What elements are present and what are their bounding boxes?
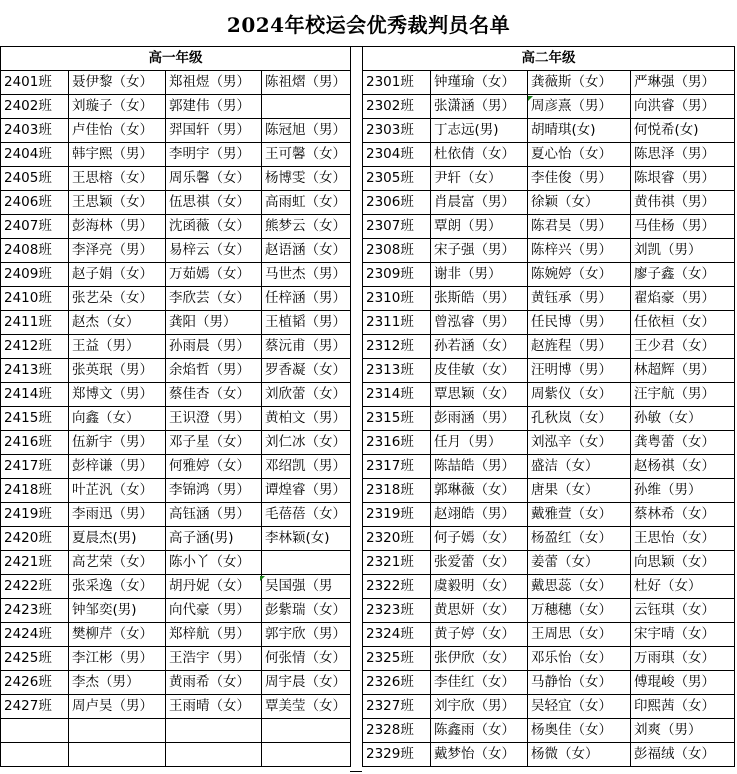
referee-cell: 伍新宇（男） <box>69 431 166 455</box>
table-row <box>1 671 351 695</box>
table-row <box>1 431 351 455</box>
referee-cell: 孙若涵（女） <box>431 335 528 359</box>
referee-cell: 邓子星（女） <box>166 431 262 455</box>
class-cell: 2302班 <box>363 95 431 119</box>
table-row <box>363 383 735 407</box>
referee-cell: 余焰哲（男） <box>166 359 262 383</box>
referee-cell: 孙敏（女） <box>631 407 735 431</box>
referee-cell: 赵杨祺（女） <box>631 455 735 479</box>
table-row <box>363 503 735 527</box>
class-cell: 2316班 <box>363 431 431 455</box>
referee-cell: 虞毅明（女） <box>431 575 528 599</box>
referee-cell: 郭建伟（男） <box>166 95 262 119</box>
table-row <box>1 239 351 263</box>
table-row <box>1 287 351 311</box>
referee-cell: 夏心怡（女） <box>528 143 631 167</box>
table-row <box>1 719 351 743</box>
referee-cell: 何悦希(女) <box>631 119 735 143</box>
referee-cell <box>69 719 166 743</box>
referee-cell: 周彦熹（男） <box>528 95 631 119</box>
class-cell: 2329班 <box>363 743 431 767</box>
referee-cell: 王浩宇（男） <box>166 647 262 671</box>
table-row <box>1 191 351 215</box>
referee-cell: 万穗穗（女） <box>528 599 631 623</box>
table-row <box>1 215 351 239</box>
referee-cell <box>69 743 166 767</box>
table-row <box>363 167 735 191</box>
class-cell: 2320班 <box>363 527 431 551</box>
referee-cell: 谭煌睿（男） <box>262 479 351 503</box>
class-cell: 2406班 <box>1 191 69 215</box>
referee-cell <box>262 743 351 767</box>
table-row <box>1 263 351 287</box>
referee-cell: 李杰（男） <box>69 671 166 695</box>
table-row <box>363 263 735 287</box>
referee-cell: 陈祖熠（男） <box>262 71 351 95</box>
referee-cell: 陈鑫雨（女） <box>431 719 528 743</box>
referee-cell: 王植韬（男） <box>262 311 351 335</box>
class-cell: 2318班 <box>363 479 431 503</box>
referee-cell: 任月（男） <box>431 431 528 455</box>
referee-cell: 覃朗（男） <box>431 215 528 239</box>
referee-cell: 王雨晴（女） <box>166 695 262 719</box>
referee-cell: 任梓涵（男） <box>262 287 351 311</box>
referee-cell: 徐颖（女） <box>528 191 631 215</box>
class-cell: 2309班 <box>363 263 431 287</box>
grade-one-header: 高一年级 <box>1 47 351 71</box>
referee-cell: 蔡佳杏（女） <box>166 383 262 407</box>
referee-cell: 钟瑾瑜（女） <box>431 71 528 95</box>
referee-cell: 何雅婷（女） <box>166 455 262 479</box>
table-row <box>363 71 735 95</box>
referee-cell: 彭海林（男） <box>69 215 166 239</box>
table-row <box>1 503 351 527</box>
referee-cell: 曾泓睿（男） <box>431 311 528 335</box>
referee-cell: 王思颖（女） <box>69 191 166 215</box>
referee-cell: 刘凯（男） <box>631 239 735 263</box>
referee-cell: 蔡林希（女） <box>631 503 735 527</box>
referee-cell: 高雨虹（女） <box>262 191 351 215</box>
referee-cell: 蔡沅甫（男） <box>262 335 351 359</box>
class-cell: 2325班 <box>363 647 431 671</box>
referee-cell: 王周思（女） <box>528 623 631 647</box>
referee-cell: 李佳红（女） <box>431 671 528 695</box>
class-cell: 2327班 <box>363 695 431 719</box>
referee-cell: 吴轻宜（女） <box>528 695 631 719</box>
referee-cell: 皮佳敏（女） <box>431 359 528 383</box>
referee-cell: 黄雨希（女） <box>166 671 262 695</box>
referee-cell: 李雨迅（男） <box>69 503 166 527</box>
class-cell <box>1 743 69 767</box>
referee-cell: 李江彬（男） <box>69 647 166 671</box>
class-cell: 2415班 <box>1 407 69 431</box>
referee-cell: 姜蕾（女） <box>528 551 631 575</box>
referee-cell: 黄柏文（男） <box>262 407 351 431</box>
referee-cell: 张英珉（男） <box>69 359 166 383</box>
table-row <box>1 71 351 95</box>
table-row <box>363 143 735 167</box>
class-cell: 2312班 <box>363 335 431 359</box>
referee-cell: 伍思祺（女） <box>166 191 262 215</box>
table-row <box>1 167 351 191</box>
referee-cell: 云钰琪（女） <box>631 599 735 623</box>
referee-cell: 陈喆皓（男） <box>431 455 528 479</box>
class-cell: 2412班 <box>1 335 69 359</box>
referee-cell: 张斯皓（男） <box>431 287 528 311</box>
referee-cell: 宋宇晴（女） <box>631 623 735 647</box>
class-cell: 2307班 <box>363 215 431 239</box>
referee-cell: 李林颖(女) <box>262 527 351 551</box>
class-cell: 2409班 <box>1 263 69 287</box>
table-row <box>1 311 351 335</box>
class-cell: 2313班 <box>363 359 431 383</box>
referee-cell: 毛蓓蓓（女） <box>262 503 351 527</box>
table-row <box>1 551 351 575</box>
referee-cell: 刘爽（男） <box>631 719 735 743</box>
referee-cell: 向洪睿（男） <box>631 95 735 119</box>
class-cell: 2410班 <box>1 287 69 311</box>
class-cell: 2402班 <box>1 95 69 119</box>
referee-cell: 马静怡（女） <box>528 671 631 695</box>
table-row <box>363 215 735 239</box>
referee-cell: 邓乐怡（女） <box>528 647 631 671</box>
referee-cell: 盛洁（女） <box>528 455 631 479</box>
referee-cell: 严琳强（男） <box>631 71 735 95</box>
class-cell: 2321班 <box>363 551 431 575</box>
referee-cell: 刘璇子（女） <box>69 95 166 119</box>
table-row <box>363 647 735 671</box>
table-row <box>1 119 351 143</box>
referee-cell: 卢佳怡（女） <box>69 119 166 143</box>
table-row <box>1 407 351 431</box>
table-row <box>363 191 735 215</box>
referee-cell: 马世杰（男） <box>262 263 351 287</box>
referee-cell: 刘仁冰（女） <box>262 431 351 455</box>
referee-cell: 聂伊黎（女） <box>69 71 166 95</box>
class-cell: 2416班 <box>1 431 69 455</box>
table-row <box>1 623 351 647</box>
referee-cell: 韩宇熙（男） <box>69 143 166 167</box>
table-row <box>1 647 351 671</box>
referee-cell: 林超辉（男） <box>631 359 735 383</box>
referee-cell: 赵子娟（女） <box>69 263 166 287</box>
class-cell: 2413班 <box>1 359 69 383</box>
referee-cell: 王少君（女） <box>631 335 735 359</box>
referee-cell: 汪宇航（男） <box>631 383 735 407</box>
referee-cell <box>166 719 262 743</box>
table-row <box>1 527 351 551</box>
referee-cell <box>166 743 262 767</box>
referee-cell: 高钰涵（男） <box>166 503 262 527</box>
table-row <box>1 335 351 359</box>
class-cell: 2407班 <box>1 215 69 239</box>
class-cell: 2417班 <box>1 455 69 479</box>
table-row <box>363 527 735 551</box>
class-cell: 2405班 <box>1 167 69 191</box>
class-cell: 2423班 <box>1 599 69 623</box>
referee-cell: 张爱蕾（女） <box>431 551 528 575</box>
page-title: 2024年校运会优秀裁判员名单 <box>226 12 511 37</box>
referee-cell: 廖子鑫（女） <box>631 263 735 287</box>
class-cell <box>1 719 69 743</box>
referee-cell: 赵语涵（女） <box>262 239 351 263</box>
table-row <box>363 455 735 479</box>
referee-cell: 丁志远(男) <box>431 119 528 143</box>
class-cell: 2310班 <box>363 287 431 311</box>
referee-cell: 孙维（男） <box>631 479 735 503</box>
referee-cell: 尹轩（女） <box>431 167 528 191</box>
referee-cell: 罗香凝（女） <box>262 359 351 383</box>
class-cell: 2304班 <box>363 143 431 167</box>
referee-cell: 郭宇欣（男） <box>262 623 351 647</box>
table-row <box>1 599 351 623</box>
referee-cell: 郑梓航（男） <box>166 623 262 647</box>
class-cell: 2404班 <box>1 143 69 167</box>
class-cell: 2411班 <box>1 311 69 335</box>
referee-cell: 高子涵(男) <box>166 527 262 551</box>
referee-cell: 杨微（女） <box>528 743 631 767</box>
referee-cell: 沈函薇（女） <box>166 215 262 239</box>
table-row <box>363 719 735 743</box>
referee-cell: 叶芷汎（女） <box>69 479 166 503</box>
table-row <box>363 479 735 503</box>
referee-cell: 刘泓辛（女） <box>528 431 631 455</box>
referee-cell: 向思颖（女） <box>631 551 735 575</box>
referee-cell: 彭紫瑞（女） <box>262 599 351 623</box>
referee-cell: 吴国强（男 <box>262 575 351 599</box>
referee-cell: 马佳杨（男） <box>631 215 735 239</box>
referee-cell: 李泽亮（男） <box>69 239 166 263</box>
referee-cell: 印熙茜（女） <box>631 695 735 719</box>
referee-cell: 王可馨（女） <box>262 143 351 167</box>
class-cell: 2323班 <box>363 599 431 623</box>
referee-cell: 何子嫣（女） <box>431 527 528 551</box>
referee-cell: 周宇晨（女） <box>262 671 351 695</box>
referee-cell: 夏晨杰(男) <box>69 527 166 551</box>
referee-cell: 彭福绒（女） <box>631 743 735 767</box>
referee-cell: 宋子强（男） <box>431 239 528 263</box>
referee-cell: 周乐馨（女） <box>166 167 262 191</box>
class-cell: 2419班 <box>1 503 69 527</box>
referee-cell: 翟焰豪（男） <box>631 287 735 311</box>
referee-cell: 杨博雯（女） <box>262 167 351 191</box>
class-cell: 2328班 <box>363 719 431 743</box>
referee-cell: 陈思泽（男） <box>631 143 735 167</box>
class-cell: 2305班 <box>363 167 431 191</box>
class-cell: 2414班 <box>1 383 69 407</box>
grade-one-table <box>0 46 351 767</box>
referee-cell: 胡晴琪(女) <box>528 119 631 143</box>
column-gap <box>350 46 362 772</box>
referee-cell: 张采逸（女） <box>69 575 166 599</box>
class-cell: 2420班 <box>1 527 69 551</box>
referee-cell: 李明宇（男） <box>166 143 262 167</box>
class-cell: 2424班 <box>1 623 69 647</box>
referee-cell: 王思怡（女） <box>631 527 735 551</box>
grade-two-header: 高二年级 <box>363 47 735 71</box>
referee-cell: 杜依倩（女） <box>431 143 528 167</box>
class-cell: 2408班 <box>1 239 69 263</box>
referee-cell: 王思榕（女） <box>69 167 166 191</box>
referee-cell: 陈冠旭（男） <box>262 119 351 143</box>
table-row <box>363 287 735 311</box>
referee-cell: 戴梦怡（女） <box>431 743 528 767</box>
referee-cell: 覃思颖（女） <box>431 383 528 407</box>
referee-cell: 杨盈红（女） <box>528 527 631 551</box>
referee-cell: 李欣芸（女） <box>166 287 262 311</box>
referee-cell: 陈君昊（男） <box>528 215 631 239</box>
table-row <box>363 311 735 335</box>
referee-cell: 彭雨涵（男） <box>431 407 528 431</box>
referee-cell: 黄钰承（男） <box>528 287 631 311</box>
referee-cell: 向鑫（女） <box>69 407 166 431</box>
referee-cell: 张潇涵（男） <box>431 95 528 119</box>
table-row <box>363 335 735 359</box>
referee-cell: 龚阳（男） <box>166 311 262 335</box>
referee-cell: 周紫仪（女） <box>528 383 631 407</box>
referee-cell: 戴雅萱（女） <box>528 503 631 527</box>
referee-cell: 覃美莹（女） <box>262 695 351 719</box>
referee-cell: 万茹嫣（女） <box>166 263 262 287</box>
referee-cell <box>262 551 351 575</box>
table-row <box>1 455 351 479</box>
table-row <box>1 143 351 167</box>
referee-cell: 向代豪（男） <box>166 599 262 623</box>
class-cell: 2425班 <box>1 647 69 671</box>
referee-cell: 刘欣蕾（女） <box>262 383 351 407</box>
referee-cell: 钟邹奕(男) <box>69 599 166 623</box>
referee-cell: 任依桓（女） <box>631 311 735 335</box>
referee-cell: 王识澄（男） <box>166 407 262 431</box>
table-row <box>1 383 351 407</box>
referee-cell: 万雨琪（女） <box>631 647 735 671</box>
referee-cell: 张艺朵（女） <box>69 287 166 311</box>
referee-cell: 陈梓兴（男） <box>528 239 631 263</box>
table-row <box>363 695 735 719</box>
grade-two-table <box>362 46 735 767</box>
referee-cell: 孙雨晨（男） <box>166 335 262 359</box>
referee-cell: 傅琨峻（男） <box>631 671 735 695</box>
class-cell: 2403班 <box>1 119 69 143</box>
class-cell: 2422班 <box>1 575 69 599</box>
referee-cell: 陈垠睿（男） <box>631 167 735 191</box>
table-row <box>1 95 351 119</box>
referee-cell: 汪明博（男） <box>528 359 631 383</box>
table-row <box>1 479 351 503</box>
cell-marker-icon <box>260 576 265 581</box>
table-row <box>1 575 351 599</box>
table-row <box>363 551 735 575</box>
table-row <box>363 623 735 647</box>
class-cell: 2421班 <box>1 551 69 575</box>
table-row <box>363 671 735 695</box>
referee-cell: 黄伟祺（男） <box>631 191 735 215</box>
table-row <box>363 407 735 431</box>
referee-cell <box>262 95 351 119</box>
table-row <box>363 239 735 263</box>
referee-cell: 郭琳薇（女） <box>431 479 528 503</box>
table-row <box>363 95 735 119</box>
referee-cell: 李锦鸿（男） <box>166 479 262 503</box>
table-row <box>363 431 735 455</box>
class-cell: 2418班 <box>1 479 69 503</box>
referee-cell: 龚薇斯（女） <box>528 71 631 95</box>
class-cell: 2317班 <box>363 455 431 479</box>
referee-cell: 彭梓谦（男） <box>69 455 166 479</box>
cell-marker-icon <box>528 96 533 101</box>
class-cell: 2324班 <box>363 623 431 647</box>
class-cell: 2311班 <box>363 311 431 335</box>
referee-cell: 高艺荣（女） <box>69 551 166 575</box>
class-cell: 2314班 <box>363 383 431 407</box>
referee-cell: 郑博文（男） <box>69 383 166 407</box>
class-cell: 2401班 <box>1 71 69 95</box>
referee-cell: 樊柳芹（女） <box>69 623 166 647</box>
referee-cell: 龚粤蕾（女） <box>631 431 735 455</box>
referee-cell <box>262 719 351 743</box>
referee-cell: 羿国轩（男） <box>166 119 262 143</box>
referee-cell: 陈小丫（女） <box>166 551 262 575</box>
referee-cell: 陈婉婷（女） <box>528 263 631 287</box>
table-row <box>1 743 351 767</box>
table-row <box>363 743 735 767</box>
table-row <box>363 359 735 383</box>
referee-cell: 胡丹妮（女） <box>166 575 262 599</box>
class-cell: 2315班 <box>363 407 431 431</box>
class-cell: 2306班 <box>363 191 431 215</box>
referee-cell: 周卢昊（男） <box>69 695 166 719</box>
referee-cell: 赵翊皓（男） <box>431 503 528 527</box>
referee-cell: 黄子婷（女） <box>431 623 528 647</box>
table-row <box>363 575 735 599</box>
referee-cell: 邓绍凯（男） <box>262 455 351 479</box>
class-cell: 2301班 <box>363 71 431 95</box>
class-cell: 2303班 <box>363 119 431 143</box>
referee-cell: 李佳俊（男） <box>528 167 631 191</box>
referee-cell: 赵旌程（男） <box>528 335 631 359</box>
referee-cell: 易梓云（女） <box>166 239 262 263</box>
referee-cell: 何张情（女） <box>262 647 351 671</box>
class-cell: 2308班 <box>363 239 431 263</box>
table-row <box>1 695 351 719</box>
table-row <box>363 599 735 623</box>
referee-cell: 赵杰（女） <box>69 311 166 335</box>
referee-cell: 肖晨富（男） <box>431 191 528 215</box>
referee-cell: 张伊欣（女） <box>431 647 528 671</box>
referee-cell: 熊梦云（女） <box>262 215 351 239</box>
class-cell: 2427班 <box>1 695 69 719</box>
referee-cell: 郑祖煜（男） <box>166 71 262 95</box>
class-cell: 2326班 <box>363 671 431 695</box>
class-cell: 2322班 <box>363 575 431 599</box>
class-cell: 2319班 <box>363 503 431 527</box>
class-cell: 2426班 <box>1 671 69 695</box>
referee-cell: 黄思妍（女） <box>431 599 528 623</box>
referee-cell: 刘宇欣（男） <box>431 695 528 719</box>
table-row <box>1 359 351 383</box>
table-row <box>363 119 735 143</box>
referee-cell: 王益（男） <box>69 335 166 359</box>
referee-cell: 杨奥佳（女） <box>528 719 631 743</box>
referee-cell: 杜好（女） <box>631 575 735 599</box>
referee-cell: 任民博（男） <box>528 311 631 335</box>
referee-cell: 戴思蕊（女） <box>528 575 631 599</box>
referee-cell: 唐果（女） <box>528 479 631 503</box>
referee-cell: 谢非（男） <box>431 263 528 287</box>
referee-cell: 孔秋岚（女） <box>528 407 631 431</box>
